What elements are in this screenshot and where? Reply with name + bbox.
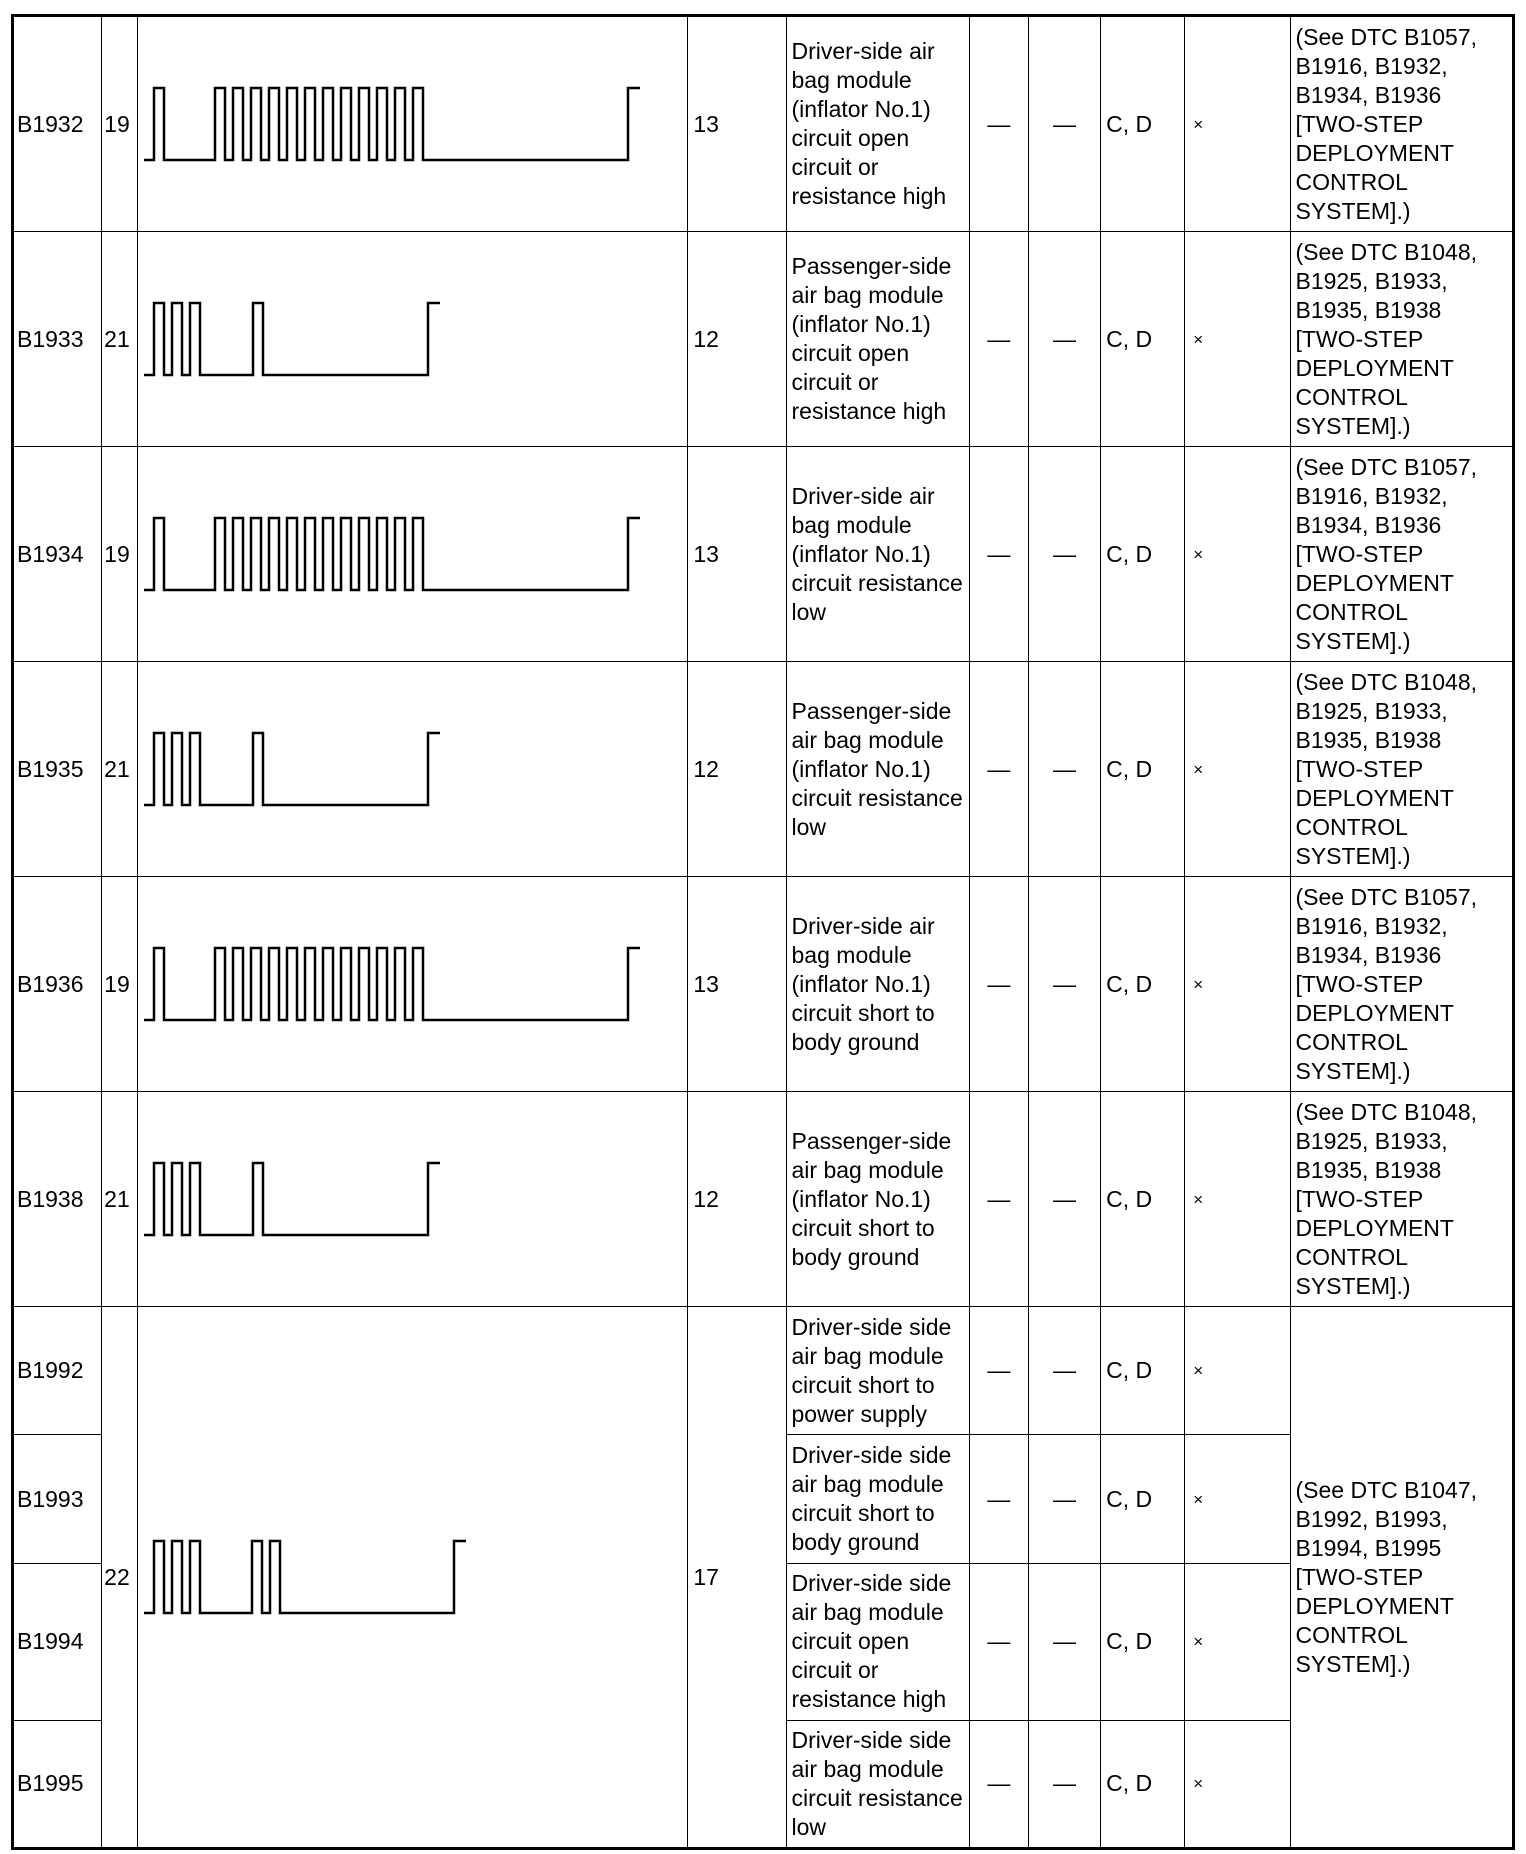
column-a-value: — (969, 1563, 1028, 1720)
flash-count: 22 (102, 1307, 138, 1849)
table-row (13, 232, 1514, 447)
column-a-value: — (969, 447, 1028, 662)
dtc-reference: (See DTC B1057, B1916, B1932, B1934, B1936 [TWO-STEP DEPLOYMENT CONTROL SYSTEM].) (1291, 877, 1514, 1092)
waveform-trace (144, 88, 640, 160)
cross-mark: × (1185, 1092, 1291, 1307)
flash-pattern-cell (138, 232, 688, 447)
memory-function: C, D (1101, 1563, 1185, 1720)
table-row (13, 447, 1514, 662)
column-b-value: — (1028, 662, 1100, 877)
dtc-code: B1932 (13, 16, 102, 232)
memory-function: C, D (1101, 1435, 1185, 1563)
dtc-code: B1994 (13, 1563, 102, 1720)
memory-function: C, D (1101, 447, 1185, 662)
waveform-trace (144, 733, 440, 805)
column-b-value: — (1028, 1563, 1100, 1720)
dtc-description: Passenger-side air bag module (inflator No.1) circuit open circuit or resistance high (786, 232, 969, 447)
column-a-value: — (969, 877, 1028, 1092)
dtc-reference: (See DTC B1048, B1925, B1933, B1935, B1938 [TWO-STEP DEPLOYMENT CONTROL SYSTEM].) (1291, 662, 1514, 877)
flash-pattern-waveform (138, 662, 687, 876)
flash-pattern-cell (138, 877, 688, 1092)
flash-count: 19 (102, 16, 138, 232)
column-a-value: — (969, 1307, 1028, 1435)
dtc-description: Driver-side side air bag module circuit short to power supply (786, 1307, 969, 1435)
column-a-value: — (969, 16, 1028, 232)
cross-mark: × (1185, 1720, 1291, 1849)
flash-pattern-waveform (138, 447, 687, 661)
cross-mark: × (1185, 232, 1291, 447)
flash-pattern-waveform (138, 877, 687, 1091)
led-code: 12 (688, 1092, 786, 1307)
flash-pattern-cell (138, 1307, 688, 1849)
table-row (13, 16, 1514, 232)
memory-function: C, D (1101, 1092, 1185, 1307)
led-code: 17 (688, 1307, 786, 1849)
dtc-code: B1995 (13, 1720, 102, 1849)
dtc-description: Driver-side air bag module (inflator No.1) circuit resistance low (786, 447, 969, 662)
led-code: 13 (688, 877, 786, 1092)
flash-pattern-waveform (138, 17, 687, 231)
dtc-description: Passenger-side air bag module (inflator No.1) circuit short to body ground (786, 1092, 969, 1307)
dtc-code: B1934 (13, 447, 102, 662)
dtc-code: B1993 (13, 1435, 102, 1563)
waveform-trace (144, 1163, 440, 1235)
cross-mark: × (1185, 662, 1291, 877)
led-code: 13 (688, 16, 786, 232)
table-row (13, 1092, 1514, 1307)
flash-pattern-cell (138, 16, 688, 232)
flash-count: 21 (102, 232, 138, 447)
cross-mark: × (1185, 16, 1291, 232)
waveform-trace (144, 518, 640, 590)
flash-pattern-waveform (138, 1307, 687, 1847)
column-a-value: — (969, 1092, 1028, 1307)
dtc-reference: (See DTC B1048, B1925, B1933, B1935, B1938 [TWO-STEP DEPLOYMENT CONTROL SYSTEM].) (1291, 1092, 1514, 1307)
column-b-value: — (1028, 1435, 1100, 1563)
flash-pattern-cell (138, 1092, 688, 1307)
dtc-reference: (See DTC B1057, B1916, B1932, B1934, B1936 [TWO-STEP DEPLOYMENT CONTROL SYSTEM].) (1291, 447, 1514, 662)
column-b-value: — (1028, 16, 1100, 232)
led-code: 12 (688, 662, 786, 877)
flash-count: 21 (102, 1092, 138, 1307)
table-row (13, 662, 1514, 877)
led-code: 13 (688, 447, 786, 662)
column-b-value: — (1028, 1307, 1100, 1435)
column-a-value: — (969, 1435, 1028, 1563)
column-b-value: — (1028, 1092, 1100, 1307)
column-a-value: — (969, 1720, 1028, 1849)
memory-function: C, D (1101, 662, 1185, 877)
waveform-trace (144, 303, 440, 375)
flash-pattern-waveform (138, 1092, 687, 1306)
memory-function: C, D (1101, 16, 1185, 232)
waveform-trace (144, 1541, 466, 1613)
dtc-code: B1938 (13, 1092, 102, 1307)
flash-count: 21 (102, 662, 138, 877)
column-b-value: — (1028, 447, 1100, 662)
column-b-value: — (1028, 877, 1100, 1092)
cross-mark: × (1185, 1563, 1291, 1720)
cross-mark: × (1185, 1307, 1291, 1435)
dtc-reference: (See DTC B1048, B1925, B1933, B1935, B1938 [TWO-STEP DEPLOYMENT CONTROL SYSTEM].) (1291, 232, 1514, 447)
dtc-description: Passenger-side air bag module (inflator No.1) circuit resistance low (786, 662, 969, 877)
dtc-reference: (See DTC B1047, B1992, B1993, B1994, B1995 [TWO-STEP DEPLOYMENT CONTROL SYSTEM].) (1291, 1307, 1514, 1849)
memory-function: C, D (1101, 232, 1185, 447)
dtc-description: Driver-side side air bag module circuit open circuit or resistance high (786, 1563, 969, 1720)
led-code: 12 (688, 232, 786, 447)
dtc-code: B1992 (13, 1307, 102, 1435)
table-row (13, 1307, 1514, 1435)
dtc-reference: (See DTC B1057, B1916, B1932, B1934, B1936 [TWO-STEP DEPLOYMENT CONTROL SYSTEM].) (1291, 16, 1514, 232)
cross-mark: × (1185, 1435, 1291, 1563)
cross-mark: × (1185, 447, 1291, 662)
flash-count: 19 (102, 447, 138, 662)
memory-function: C, D (1101, 877, 1185, 1092)
flash-pattern-cell (138, 662, 688, 877)
flash-pattern-waveform (138, 232, 687, 446)
flash-pattern-cell (138, 447, 688, 662)
waveform-trace (144, 948, 640, 1020)
dtc-code: B1936 (13, 877, 102, 1092)
dtc-description: Driver-side side air bag module circuit short to body ground (786, 1435, 969, 1563)
column-a-value: — (969, 232, 1028, 447)
column-a-value: — (969, 662, 1028, 877)
column-b-value: — (1028, 232, 1100, 447)
flash-count: 19 (102, 877, 138, 1092)
dtc-description: Driver-side side air bag module circuit resistance low (786, 1720, 969, 1849)
dtc-code: B1933 (13, 232, 102, 447)
table-row (13, 877, 1514, 1092)
column-b-value: — (1028, 1720, 1100, 1849)
cross-mark: × (1185, 877, 1291, 1092)
dtc-description: Driver-side air bag module (inflator No.1) circuit short to body ground (786, 877, 969, 1092)
dtc-description: Driver-side air bag module (inflator No.1) circuit open circuit or resistance high (786, 16, 969, 232)
dtc-table (11, 14, 1515, 1850)
memory-function: C, D (1101, 1307, 1185, 1435)
dtc-code: B1935 (13, 662, 102, 877)
memory-function: C, D (1101, 1720, 1185, 1849)
